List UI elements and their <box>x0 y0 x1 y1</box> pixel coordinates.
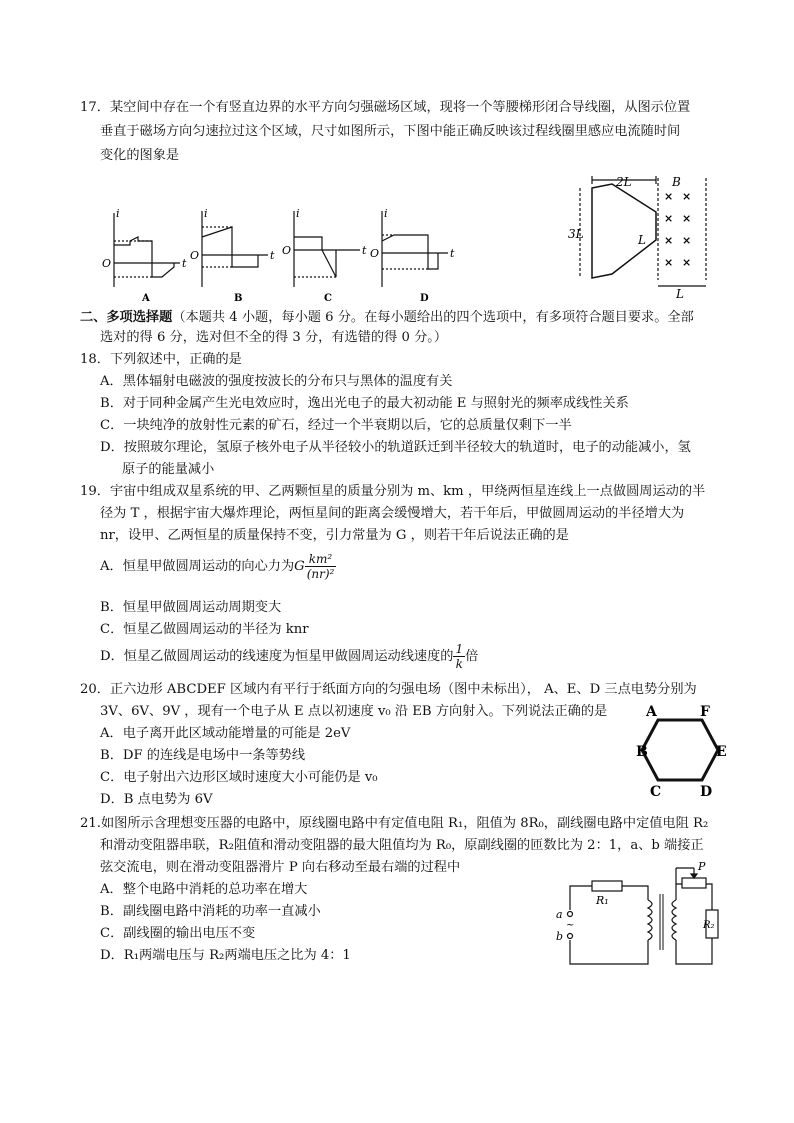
q18-option-d2: 原子的能量减小 <box>122 462 215 477</box>
q18-option-a: A．黑体辐射电磁波的强度按波长的分布只与黑体的温度有关 <box>100 374 453 389</box>
q18-option-c: C．一块纯净的放射性元素的矿石，经过一个半衰期以后，它的总质量仅剩下一半 <box>100 418 572 433</box>
svg-text:i: i <box>296 207 300 220</box>
svg-text:B: B <box>672 175 681 189</box>
svg-text:R₂: R₂ <box>703 920 715 931</box>
q21-option-a: A．整个电路中消耗的总功率在增大 <box>100 882 308 897</box>
q17-graphs <box>100 205 455 305</box>
svg-text:O: O <box>282 244 292 257</box>
svg-text:×: × <box>664 234 674 247</box>
q20-option-c: C．电子射出六边形区域时速度大小可能仍是 v₀ <box>100 770 378 785</box>
q21-option-d: D．R₁两端电压与 R₂两端电压之比为 4：1 <box>100 948 351 963</box>
svg-text:i: i <box>204 207 208 220</box>
svg-text:a: a <box>556 908 563 921</box>
svg-text:t: t <box>182 257 187 270</box>
svg-text:3L: 3L <box>568 227 584 241</box>
svg-text:O: O <box>102 257 112 270</box>
q17-line2: 垂直于磁场方向匀速拉过这个区域，尺寸如图所示，下图中能正确反映该过程线圈里感应电流随时间 <box>100 124 681 139</box>
svg-text:L: L <box>676 287 684 301</box>
q20-hexagon-figure <box>636 704 728 800</box>
svg-text:×: × <box>682 256 692 269</box>
q20-option-a: A．电子离开此区域动能增量的可能是 2eV <box>100 726 351 741</box>
q20-option-d: D．B 点电势为 6V <box>100 792 213 807</box>
section2-line2: 选对的得 6 分，选对但不全的得 3 分，有选错的得 0 分。） <box>100 330 448 345</box>
graph-d <box>382 211 448 287</box>
svg-text:R₁: R₁ <box>596 894 609 907</box>
svg-text:×: × <box>664 212 674 225</box>
q19-line1: 19．宇宙中组成双星系统的甲、乙两颗恒星的质量分别为 m、km ，甲绕两恒星连线上一点做圆周运动的半 <box>80 484 706 499</box>
svg-text:C: C <box>650 784 662 800</box>
svg-text:A: A <box>646 704 657 720</box>
graph-c <box>294 211 360 287</box>
svg-text:×: × <box>682 212 692 225</box>
svg-text:L: L <box>638 233 646 247</box>
q21-line2: 和滑动变阻器串联，R₂阻值和滑动变阻器的最大阻值均为 R₀，原副线圈的匝数比为 2：1，a、b 端接正 <box>100 838 704 853</box>
q19-line2: 径为 T ，根据宇宙大爆炸理论，两恒星间的距离会缓慢增大，若干年后，甲做圆周运动的半径增大为 <box>100 506 685 521</box>
svg-text:D: D <box>420 293 429 304</box>
q20-option-b: B．DF 的连线是电场中一条等势线 <box>100 748 306 763</box>
svg-text:t: t <box>450 247 455 260</box>
svg-text:A: A <box>142 293 150 304</box>
q21-line1: 21.如图所示含理想变压器的电路中，原线圈电路中有定值电阻 R₁，阻值为 8R₀，副线圈电路中定值电阻 R₂ <box>80 816 709 831</box>
q20-line1: 20．正六边形 ABCDEF 区域内有平行于纸面方向的匀强电场（图中未标出）， A、E、D 三点电势分别为 <box>80 682 697 697</box>
svg-text:i: i <box>116 207 120 220</box>
svg-text:×: × <box>664 256 674 269</box>
graph-a <box>114 213 180 287</box>
q17-trapezoid-figure <box>568 170 718 300</box>
q21-circuit-figure <box>552 860 728 970</box>
graph-b <box>202 211 268 287</box>
svg-text:B: B <box>234 293 243 304</box>
svg-text:D: D <box>700 784 713 800</box>
svg-text:2L: 2L <box>616 175 632 189</box>
svg-text:b: b <box>556 930 564 943</box>
svg-text:t: t <box>270 249 275 262</box>
svg-text:i: i <box>384 207 388 220</box>
q21-line3: 弦交流电，则在滑动变阻器滑片 P 向右移动至最右端的过程中 <box>100 860 461 875</box>
q18-option-d1: D．按照玻尔理论，氢原子核外电子从半径较小的轨道跃迁到半径较大的轨道时，电子的动能减小，氢 <box>100 440 691 455</box>
q19-option-c: C．恒星乙做圆周运动的半径为 knr <box>100 622 309 637</box>
svg-text:t: t <box>362 244 367 257</box>
q17-line3: 变化的图象是 <box>100 148 180 163</box>
q17-line1: 17．某空间中存在一个有竖直边界的水平方向匀强磁场区域，现将一个等腰梯形闭合导线圈，从图示位置 <box>80 100 691 115</box>
q19-option-d: D．恒星乙做圆周运动的线速度为恒星甲做圆周运动线速度的 $\frac{1}{k}$ 倍 <box>100 642 479 671</box>
q20-line2: 3V、6V、9V ，现有一个电子从 E 点以初速度 v₀ 沿 EB 方向射入。下列说法正确的是 <box>100 704 608 719</box>
svg-text:O: O <box>190 249 200 262</box>
svg-text:×: × <box>682 234 692 247</box>
q21-option-b: B．副线圈电路中消耗的功率一直减小 <box>100 904 321 919</box>
svg-text:C: C <box>324 293 332 304</box>
q18-option-b: B．对于同种金属产生光电效应时，逸出光电子的最大初动能 E 与照射光的频率成线性关系 <box>100 396 629 411</box>
q18-stem: 18．下列叙述中，正确的是 <box>80 352 242 367</box>
svg-text:B: B <box>636 744 648 760</box>
section2-line1: 二、多项选择题（本题共 4 小题，每小题 6 分。在每小题给出的四个选项中，有多项符合题目要求。全部 <box>80 310 694 325</box>
q21-option-c: C．副线圈的输出电压不变 <box>100 926 256 941</box>
svg-text:×: × <box>682 190 692 203</box>
svg-text:E: E <box>716 744 727 760</box>
svg-text:P: P <box>698 860 706 873</box>
svg-text:×: × <box>664 190 674 203</box>
svg-text:F: F <box>700 704 710 720</box>
q19-option-a: A．恒星甲做圆周运动的向心力为G $\frac{\text{km²}}{\text{(nr)²}}$ <box>100 552 335 581</box>
svg-text:O: O <box>370 247 380 260</box>
q19-line3: nr，设甲、乙两恒星的质量保持不变，引力常量为 G ，则若干年后说法正确的是 <box>100 528 569 543</box>
q19-option-b: B．恒星甲做圆周运动周期变大 <box>100 600 282 615</box>
svg-text:~: ~ <box>566 920 575 931</box>
